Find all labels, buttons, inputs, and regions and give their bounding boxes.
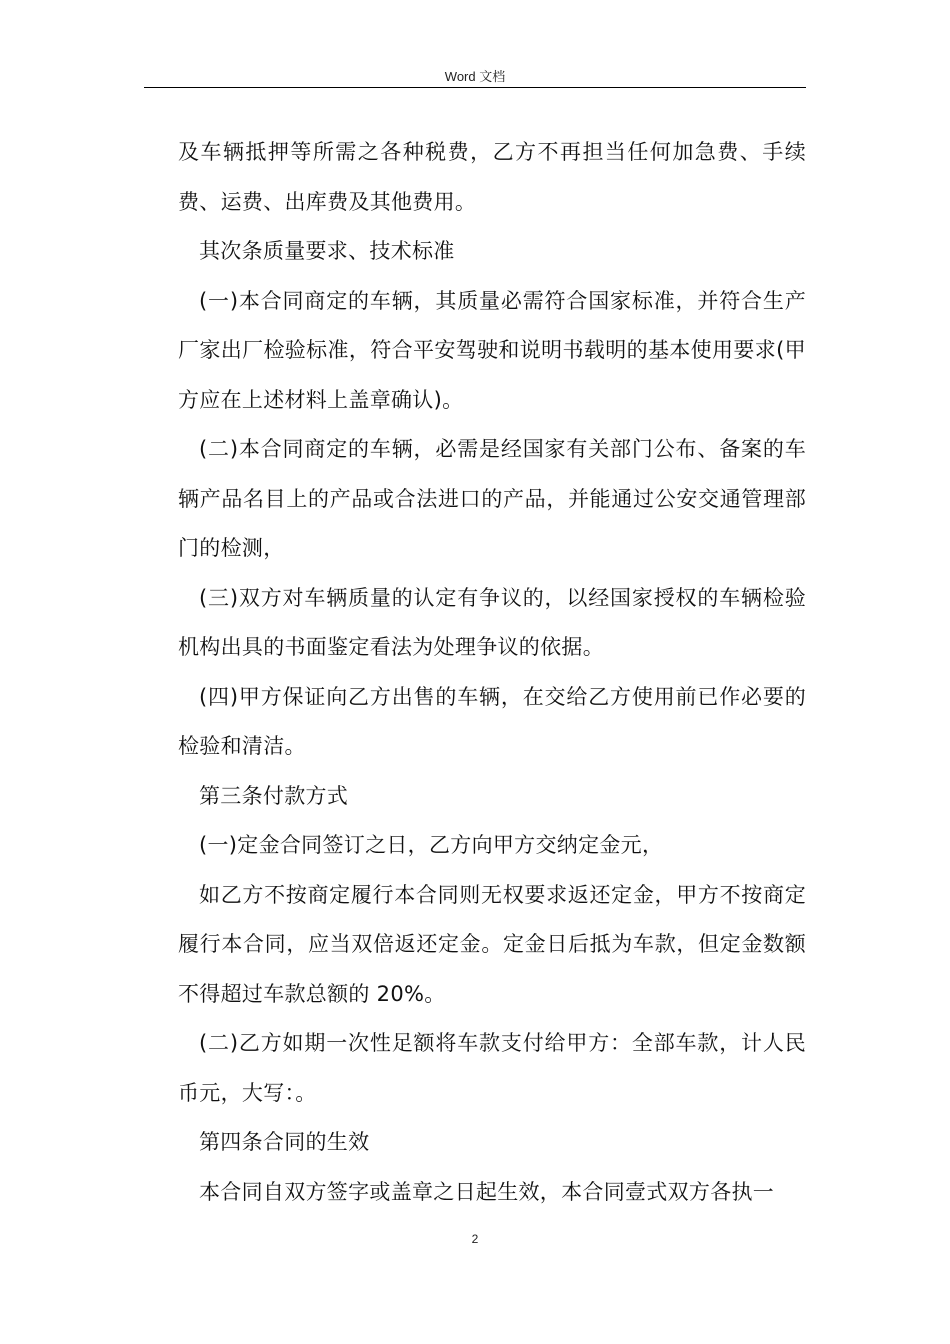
paragraph-2-3: (三)双方对车辆质量的认定有争议的，以经国家授权的车辆检验机构出具的书面鉴定看法为处理争议的依据。 bbox=[178, 585, 806, 659]
document-body bbox=[178, 128, 806, 1217]
header-divider bbox=[144, 87, 806, 88]
paragraph-2-1: (一)本合同商定的车辆，其质量必需符合国家标准，并符合生产厂家出厂检验标准，符合平安驾驶和说明书载明的基本使用要求(甲方应在上述材料上盖章确认)。 bbox=[178, 288, 806, 412]
section-heading-3: 第三条付款方式 bbox=[199, 783, 349, 808]
paragraph-3-1: (一)定金合同签订之日，乙方向甲方交纳定金元， bbox=[199, 833, 664, 857]
section-heading-4: 第四条合同的生效 bbox=[199, 1130, 370, 1154]
paragraph-3-2: (二)乙方如期一次性足额将车款支付给甲方：全部车款，计人民币元，大写：。 bbox=[178, 1031, 806, 1105]
section-heading-2: 其次条质量要求、技术标准 bbox=[199, 239, 455, 263]
paragraph-2-4: (四)甲方保证向乙方出售的车辆，在交给乙方使用前已作必要的检验和清洁。 bbox=[178, 684, 806, 758]
page-number: 2 bbox=[471, 1232, 479, 1246]
page-header-title: Word 文档 bbox=[444, 69, 506, 84]
paragraph-3-1-cont: 如乙方不按商定履行本合同则无权要求返还定金，甲方不按商定履行本合同，应当双倍返还定金。定金日后抵为车款，但定金数额不得超过车款总额的 20%。 bbox=[178, 882, 806, 1006]
paragraph-1: 及车辆抵押等所需之各种税费，乙方不再担当任何加急费、手续费、运费、出库费及其他费用。 bbox=[178, 140, 806, 214]
paragraph-4-1: 本合同自双方签字或盖章之日起生效，本合同壹式双方各执一 bbox=[199, 1179, 775, 1204]
paragraph-2-2: (二)本合同商定的车辆，必需是经国家有关部门公布、备案的车辆产品名目上的产品或合法进口的产品，并能通过公安交通管理部门的检测， bbox=[178, 437, 806, 560]
